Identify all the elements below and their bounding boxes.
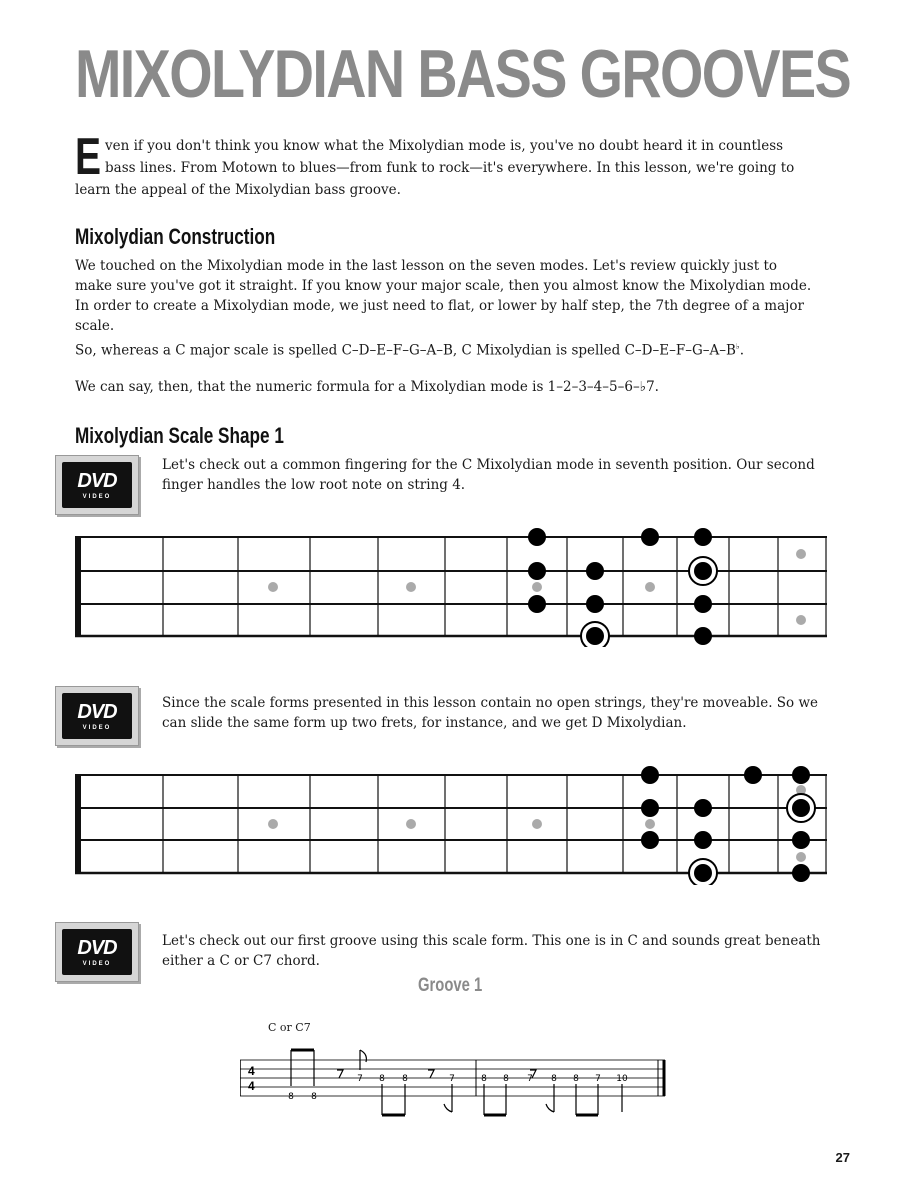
scale-note <box>792 766 810 784</box>
scale-note <box>694 627 712 645</box>
fret-marker-dot <box>532 582 542 592</box>
intro-text: ven if you don't think you know what the Mixolydian mode is, you've no doubt heard it in countless bass lines. From Motown to blues—from funk to rock—it's everywhere. In this lesson, we're going to learn the appeal of the Mixolydian bass groove. <box>75 138 795 198</box>
tab-number: 8 <box>481 1074 487 1084</box>
chord-symbol: C or C7 <box>268 1021 311 1034</box>
dvd-logo-text: DVD <box>77 937 117 959</box>
scale-note <box>694 831 712 849</box>
root-note <box>689 859 717 885</box>
dvd-video-icon <box>55 922 139 982</box>
intro-paragraph <box>75 128 815 201</box>
dvd-logo-text: DVD <box>77 701 117 723</box>
scale-note <box>528 562 546 580</box>
scale-note <box>641 799 659 817</box>
formula-paragraph: We can say, then, that the numeric formula for a Mixolydian mode is 1–2–3–4–5–6–♭7. <box>75 379 659 395</box>
scale-note <box>528 595 546 613</box>
scale-note <box>792 864 810 882</box>
groove-intro-paragraph: Let's check out our first groove using this scale form. This one is in C and sounds great beneath either a C or C7 chord. <box>162 933 821 969</box>
fret-marker-dot <box>532 819 542 829</box>
tab-number: 8 <box>311 1092 317 1102</box>
dvd-sub-text: VIDEO <box>82 725 112 731</box>
root-note <box>787 794 815 822</box>
fret-marker-dot <box>406 582 416 592</box>
groove-title: Groove 1 <box>418 975 483 996</box>
tab-number: 7 <box>595 1074 601 1084</box>
root-note <box>689 557 717 585</box>
dvd-sub-text: VIDEO <box>82 961 112 967</box>
tab-number: 8 <box>402 1074 408 1084</box>
moveable-paragraph: Since the scale forms presented in this lesson contain no open strings, they're moveable. So we can slide the same form up two frets, for instance, and we get D Mixolydian. <box>162 695 819 731</box>
flat-symbol: ♭ <box>735 342 740 351</box>
dvd-video-icon <box>55 686 139 746</box>
tab-number: 7 <box>527 1074 533 1084</box>
dvd-sub-text: VIDEO <box>82 494 112 500</box>
tab-number: 7 <box>357 1074 363 1084</box>
tab-number: 8 <box>551 1074 557 1084</box>
fret-marker-dot <box>268 582 278 592</box>
note-flag <box>546 1104 554 1112</box>
fret-marker-dot <box>645 582 655 592</box>
tab-staff <box>240 1040 680 1120</box>
scale-note <box>586 562 604 580</box>
scale-note <box>694 799 712 817</box>
scale-note <box>641 831 659 849</box>
scale-note <box>694 595 712 613</box>
root-note <box>581 622 609 647</box>
dvd-badge-inner <box>62 929 132 975</box>
fretboard-diagram-d-mixolydian <box>75 760 835 885</box>
scale-note <box>792 831 810 849</box>
construction-paragraph: We touched on the Mixolydian mode in the last lesson on the seven modes. Let's review quickly just to make sure you've got it straight. If you know your major scale, then you almost know the Mixolydian mode. In order to create a Mixolydian mode, we just need to flat, or lower by half step, the 7th degree of a major scale. <box>75 258 812 334</box>
page-number: 27 <box>835 1150 850 1165</box>
scale-note <box>641 528 659 546</box>
scale-note <box>744 766 762 784</box>
page-title: MIXOLYDIAN BASS GROOVES <box>75 36 851 112</box>
scale-note <box>641 766 659 784</box>
fret-marker-dot <box>796 549 806 559</box>
fret-marker-dot <box>796 615 806 625</box>
dvd-badge-inner <box>62 693 132 739</box>
scale-note <box>694 528 712 546</box>
spelling-period: . <box>739 342 744 359</box>
dvd-logo-text: DVD <box>77 470 117 492</box>
time-signature-top: 4 <box>248 1064 255 1078</box>
dvd-badge-inner <box>62 462 132 508</box>
drop-cap: E <box>75 128 102 186</box>
tab-number: 8 <box>573 1074 579 1084</box>
fret-marker-dot <box>268 819 278 829</box>
fret-marker-dot <box>645 819 655 829</box>
scale-note <box>528 528 546 546</box>
heading-scale-shape-1: Mixolydian Scale Shape 1 <box>75 423 284 448</box>
tab-number: 8 <box>503 1074 509 1084</box>
fret-marker-dot <box>796 852 806 862</box>
eighth-rest <box>337 1070 343 1078</box>
fret-marker-dot <box>406 819 416 829</box>
tab-number: 10 <box>616 1074 628 1084</box>
dvd-video-icon <box>55 455 139 515</box>
eighth-rest <box>428 1070 434 1078</box>
tab-number: 8 <box>288 1092 294 1102</box>
scale-note <box>586 595 604 613</box>
tab-number: 7 <box>449 1074 455 1084</box>
fretboard-diagram-c-mixolydian <box>75 522 835 647</box>
note-flag <box>444 1104 452 1112</box>
time-signature-bottom: 4 <box>248 1079 255 1093</box>
shape-paragraph: Let's check out a common fingering for the C Mixolydian mode in seventh position. Our second finger handles the low root note on string 4. <box>162 457 815 493</box>
spelling-text: So, whereas a C major scale is spelled C–D–E–F–G–A–B, C Mixolydian is spelled C–D–E–F–G–A–B <box>75 342 736 359</box>
spelling-paragraph <box>75 337 815 361</box>
tab-number: 8 <box>379 1074 385 1084</box>
heading-mixolydian-construction: Mixolydian Construction <box>75 224 276 249</box>
